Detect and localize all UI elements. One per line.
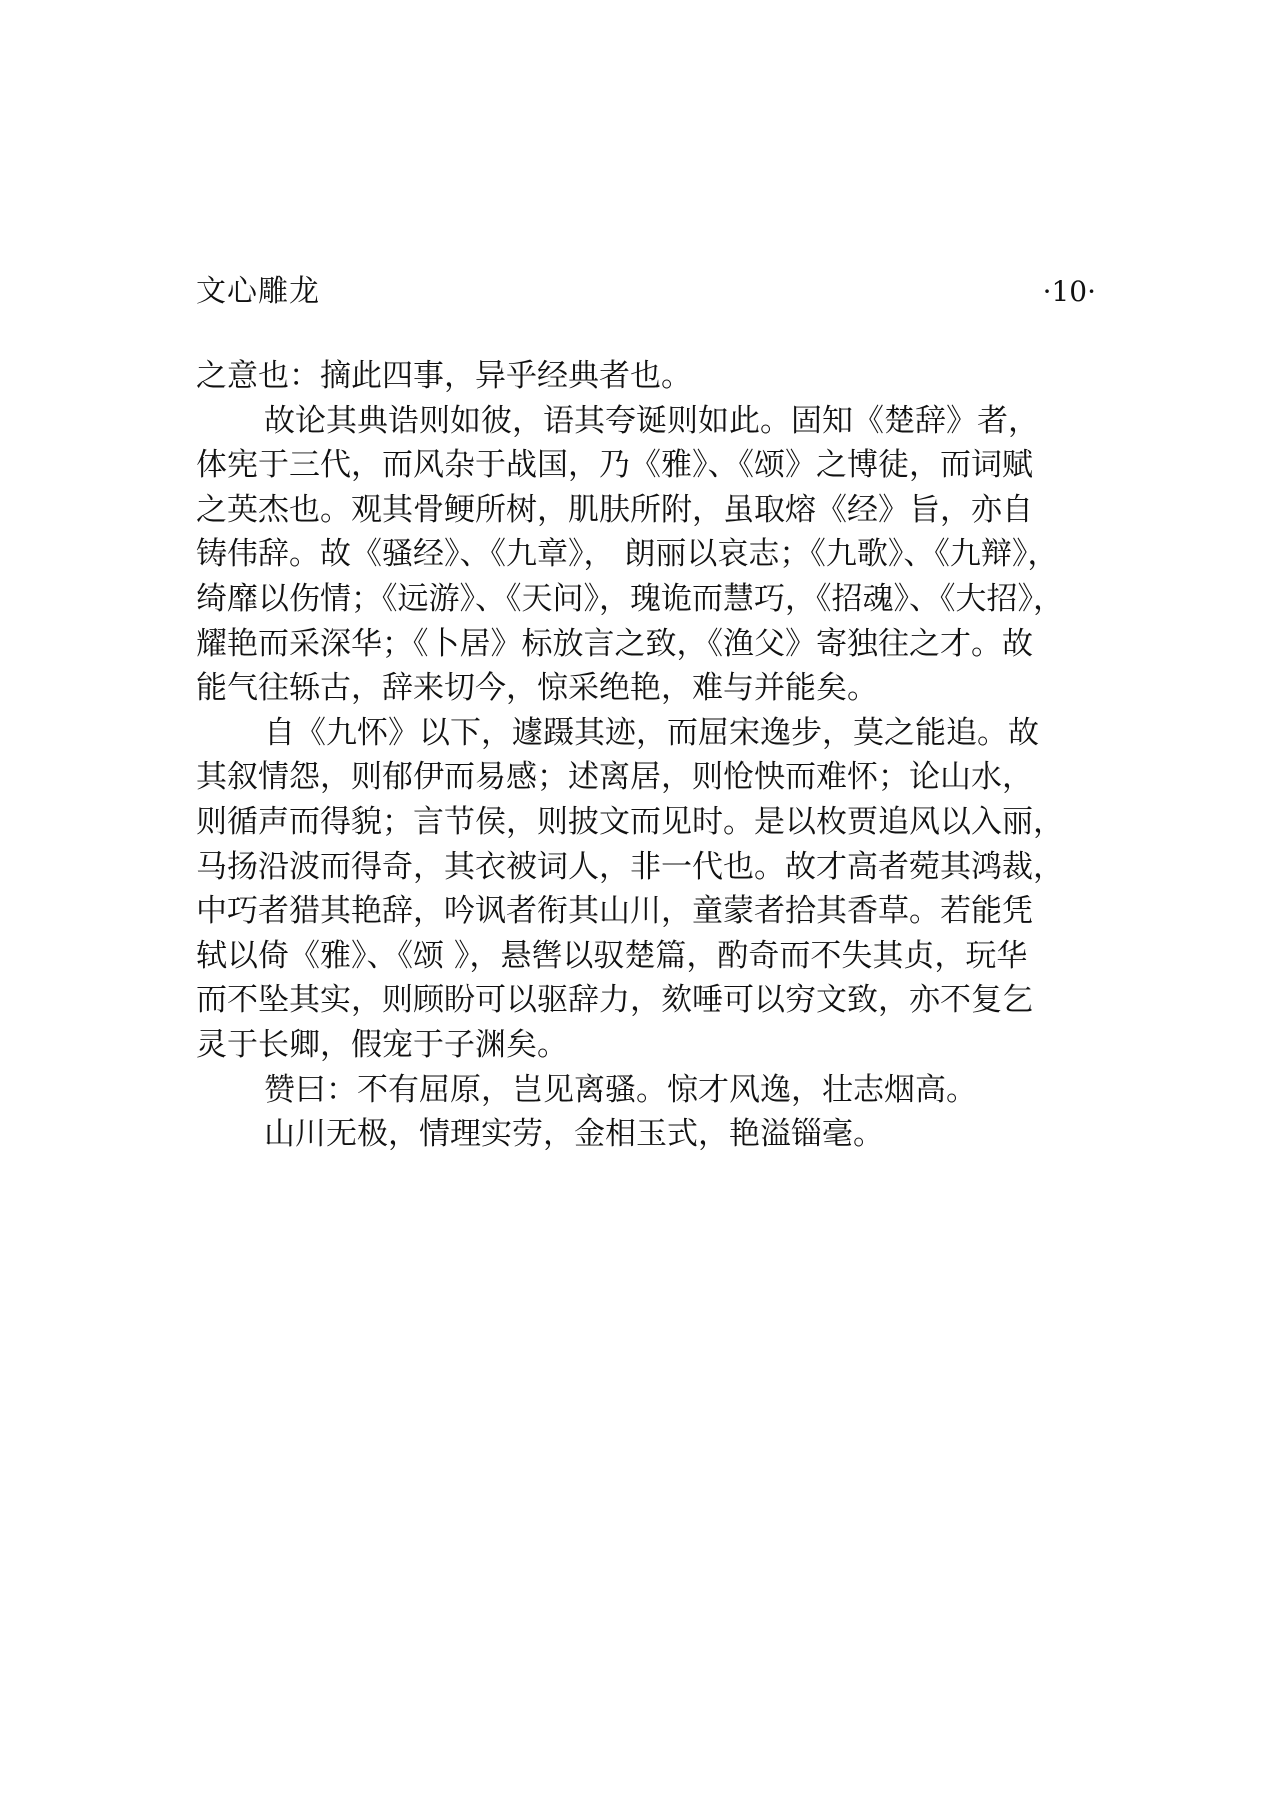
text-line: 之英杰也。观其骨鲠所树，肌肤所附，虽取熔《经》旨，亦自 — [196, 491, 1033, 528]
text-line: 之意也：摘此四事，异乎经典者也。 — [196, 358, 692, 394]
text-line: 轼以倚《雅》、《颂 》，悬辔以驭楚篇，酌奇而不失其贞，玩华 — [196, 937, 1028, 974]
page-header — [196, 270, 1096, 314]
text-line: 而不坠其实，则顾盼可以驱辞力，欬唾可以穷文致，亦不复乞 — [196, 982, 1033, 1019]
text-line: 体宪于三代，而风杂于战国，乃《雅》、《颂》之博徒，而词赋 — [196, 447, 1033, 484]
text-line: 其叙情怨，则郁伊而易感；述离居，则怆怏而难怀；论山水， — [196, 759, 1033, 796]
text-line: 绮靡以伤情；《远游》、《天问》，瑰诡而慧巧，《招魂》、《大招》， — [196, 580, 1064, 617]
text-line: 耀艳而采深华；《卜居》标放言之致，《渔父》寄独往之才。故 — [196, 625, 1033, 662]
text-line: 马扬沿波而得奇，其衣被词人，非一代也。故才高者菀其鸿裁， — [196, 848, 1064, 885]
page-number: ·10· — [1042, 275, 1096, 308]
text-line: 赞曰：不有屈原，岂见离骚。惊才风逸，壮志烟高。 — [264, 1071, 977, 1108]
text-line: 灵于长卿，假宠于子渊矣。 — [196, 1026, 568, 1063]
text-line: 故论其典诰则如彼，语其夸诞则如此。固知《楚辞》者， — [264, 402, 1039, 439]
text-line: 山川无极，情理实劳，金相玉式，艳溢锱毫。 — [264, 1116, 884, 1153]
text-line: 则循声而得貌；言节侯，则披文而见时。是以枚贾追风以入丽， — [196, 803, 1064, 840]
book-title: 文心雕龙 — [196, 274, 320, 309]
text-line: 能气往轹古，辞来切今，惊采绝艳，难与并能矣。 — [196, 670, 878, 707]
text-line: 中巧者猎其艳辞，吟讽者衔其山川，童蒙者拾其香草。若能凭 — [196, 893, 1033, 930]
text-body — [196, 354, 1106, 1157]
text-line: 铸伟辞。故《骚经》、《九章》， 朗丽以哀志；《九歌》、《九辩》， — [196, 536, 1059, 573]
text-line: 自《九怀》以下，遽蹑其迹，而屈宋逸步，莫之能追。故 — [264, 714, 1039, 751]
